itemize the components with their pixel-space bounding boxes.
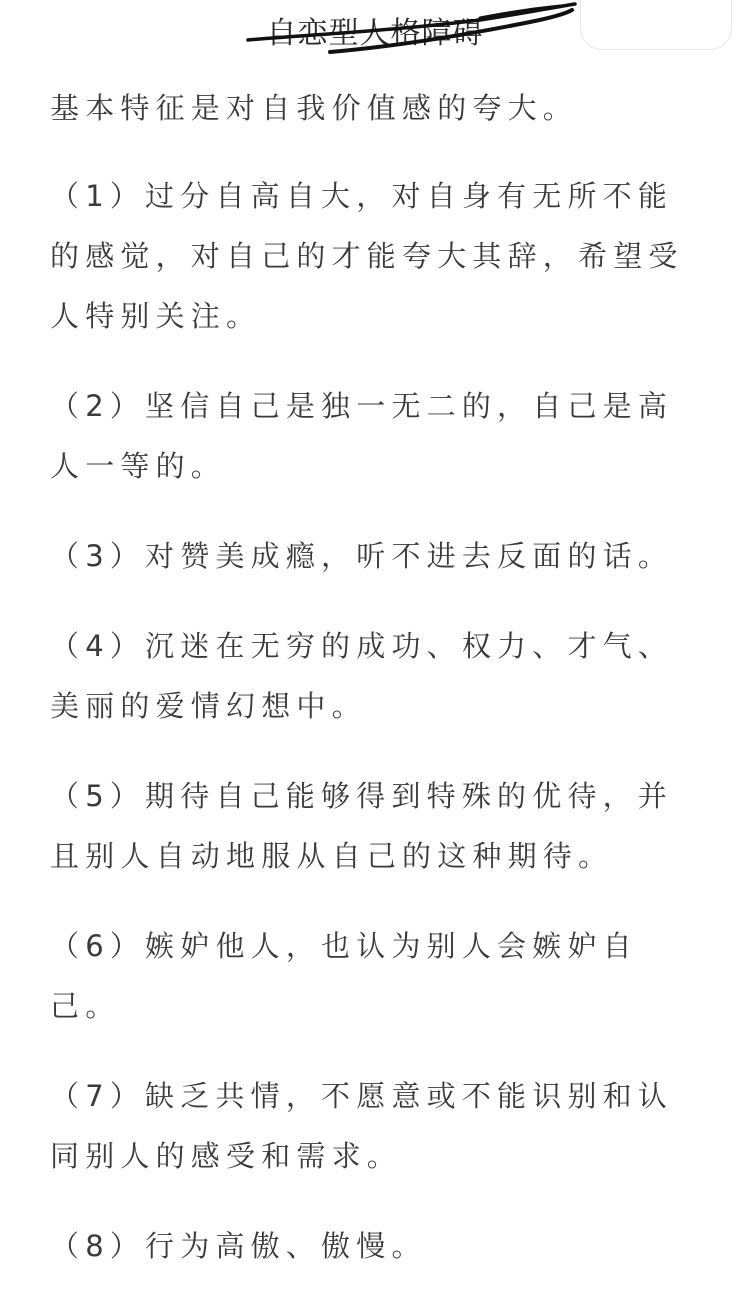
list-item: （8）行为高傲、傲慢。: [50, 1229, 427, 1263]
title-area: [0, 6, 750, 62]
list-item: （5）期待自己能够得到特殊的优待，并且别人自动地服从自己的这种期待。: [50, 779, 674, 873]
article-title: 自恋型人格障碍: [266, 16, 484, 51]
list-item: （6）嫉妒他人，也认为别人会嫉妒自己。: [50, 929, 638, 1023]
article-body: [50, 78, 700, 1306]
list-item: （2）坚信自己是独一无二的，自己是高人一等的。: [50, 389, 674, 483]
list-item: （1）过分自高自大，对自身有无所不能的感觉，对自己的才能夸大其辞，希望受人特别关注。: [50, 179, 684, 333]
intro-paragraph: 基本特征是对自我价值感的夸大。: [50, 91, 579, 125]
list-item: （4）沉迷在无穷的成功、权力、才气、美丽的爱情幻想中。: [50, 629, 674, 723]
list-item: （7）缺乏共情，不愿意或不能识别和认同别人的感受和需求。: [50, 1079, 674, 1173]
list-item: （3）对赞美成瘾，听不进去反面的话。: [50, 539, 674, 573]
